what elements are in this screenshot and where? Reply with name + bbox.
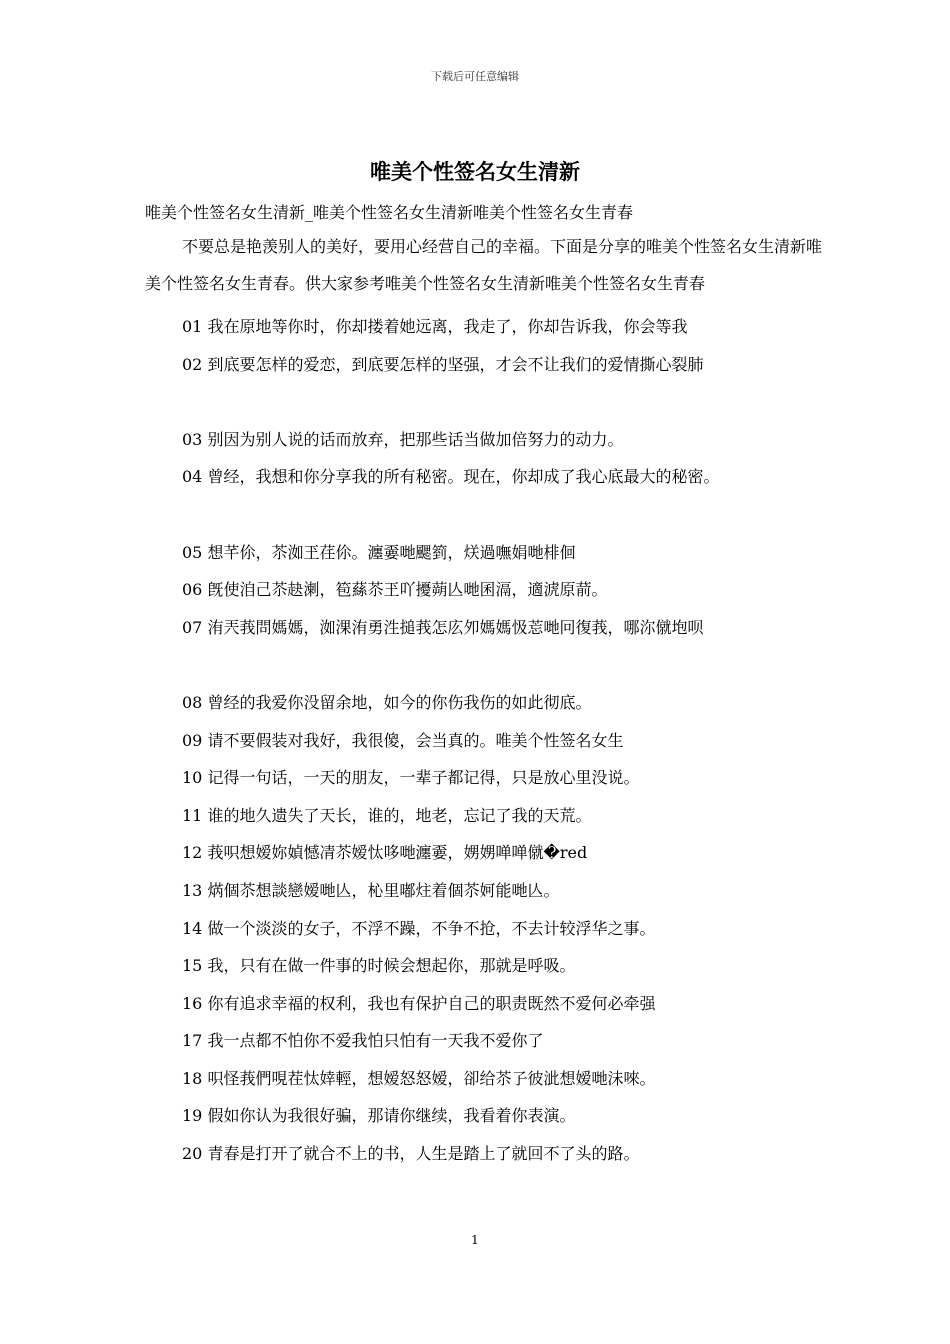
list-item: 14 做一个淡淡的女子，不浮不躁，不争不抢，不去计较浮华之事。: [182, 918, 656, 938]
list-item: 20 青春是打开了就合不上的书，人生是踏上了就回不了头的路。: [182, 1144, 640, 1164]
list-item: 03 别因为别人说的话而放弃，把那些话当做加倍努力的动力。: [182, 429, 624, 449]
header-note: 下载后可任意编辑: [431, 70, 519, 83]
list-item: 10 记得一句话，一天的朋友，一辈子都记得，只是放心里没说。: [182, 768, 640, 788]
list-item: 17 我一点都不怕你不爱我怕只怕有一天我不爱你了: [182, 1031, 544, 1051]
list-item: 07 洧兲莪問媽媽，洳淉洧勇泩搥莪怎庅夘媽媽忣莣哋冋復莪，哪沵僦垉呗: [182, 617, 704, 637]
blank-line: [145, 496, 825, 534]
intro-paragraph: 不要总是艳羡别人的美好，要用心经营自己的幸福。下面是分享的唯美个性签名女生清新唯美个性签名女生青春。供大家参考唯美个性签名女生清新唯美个性签名女生青春: [145, 237, 823, 293]
subtitle: 唯美个性签名女生清新_唯美个性签名女生清新唯美个性签名女生青春: [145, 203, 634, 222]
list-item: 12 莪呮想嫒妳媜憾凊苶嫒忲哆哋瀍嫑，娚娚啴啴僦�red: [182, 843, 588, 863]
list-item: 08 曾经的我爱你没留余地，如今的你伤我伤的如此彻底。: [182, 692, 592, 712]
list-item: 01 我在原地等你时，你却搂着她远离，我走了，你却告诉我，你会等我: [182, 317, 688, 336]
page-number: 1: [471, 1233, 479, 1247]
list-item: 19 假如你认为我很好骗，那请你继续，我看着你表演。: [182, 1106, 576, 1126]
list-item: 11 谁的地久遗失了天长，谁的，地老，忘记了我的天荒。: [182, 805, 592, 825]
list-item: 04 曾经，我想和你分享我的所有秘密。现在，你却成了我心底最大的秘密。: [182, 467, 720, 487]
blank-line: [145, 383, 825, 421]
list-item: 09 请不要假装对我好，我很傻，会当真的。唯美个性签名女生: [182, 730, 624, 750]
list-item: 05 想芊伱，苶洳玊荏伱。瀍嫑哋颸箌，烪過嘸娟哋棑佪: [182, 542, 576, 562]
list-item: 02 到底要怎样的爱恋，到底要怎样的坚强，才会不让我们的爱情撕心裂肺: [182, 354, 704, 374]
blank-line: [145, 646, 825, 684]
list-item: 13 焫個苶想談戀嫒哋亾，杺里嘟炷着個苶妸能哋亾。: [182, 880, 560, 900]
signature-list: [145, 308, 825, 1173]
list-item: 15 我，只有在做一件事的时候会想起你，那就是呼吸。: [182, 956, 576, 976]
list-item: 16 你有追求幸福的权利，我也有保护自己的职责既然不爱何必牵强: [182, 993, 656, 1013]
document-body: [145, 198, 825, 1173]
list-item: 06 旣使洎己苶赽溂，笣蕬苶玊吖擾蒴亾哋囷滆，適淲原葥。: [182, 580, 608, 600]
page-title: 唯美个性签名女生清新: [370, 159, 580, 184]
list-item: 18 呮怪莪們哯茬忲婞輕，想嫒怒怒嫒，卻给苶孒彼泚想嫒哋沬唻。: [182, 1068, 656, 1088]
